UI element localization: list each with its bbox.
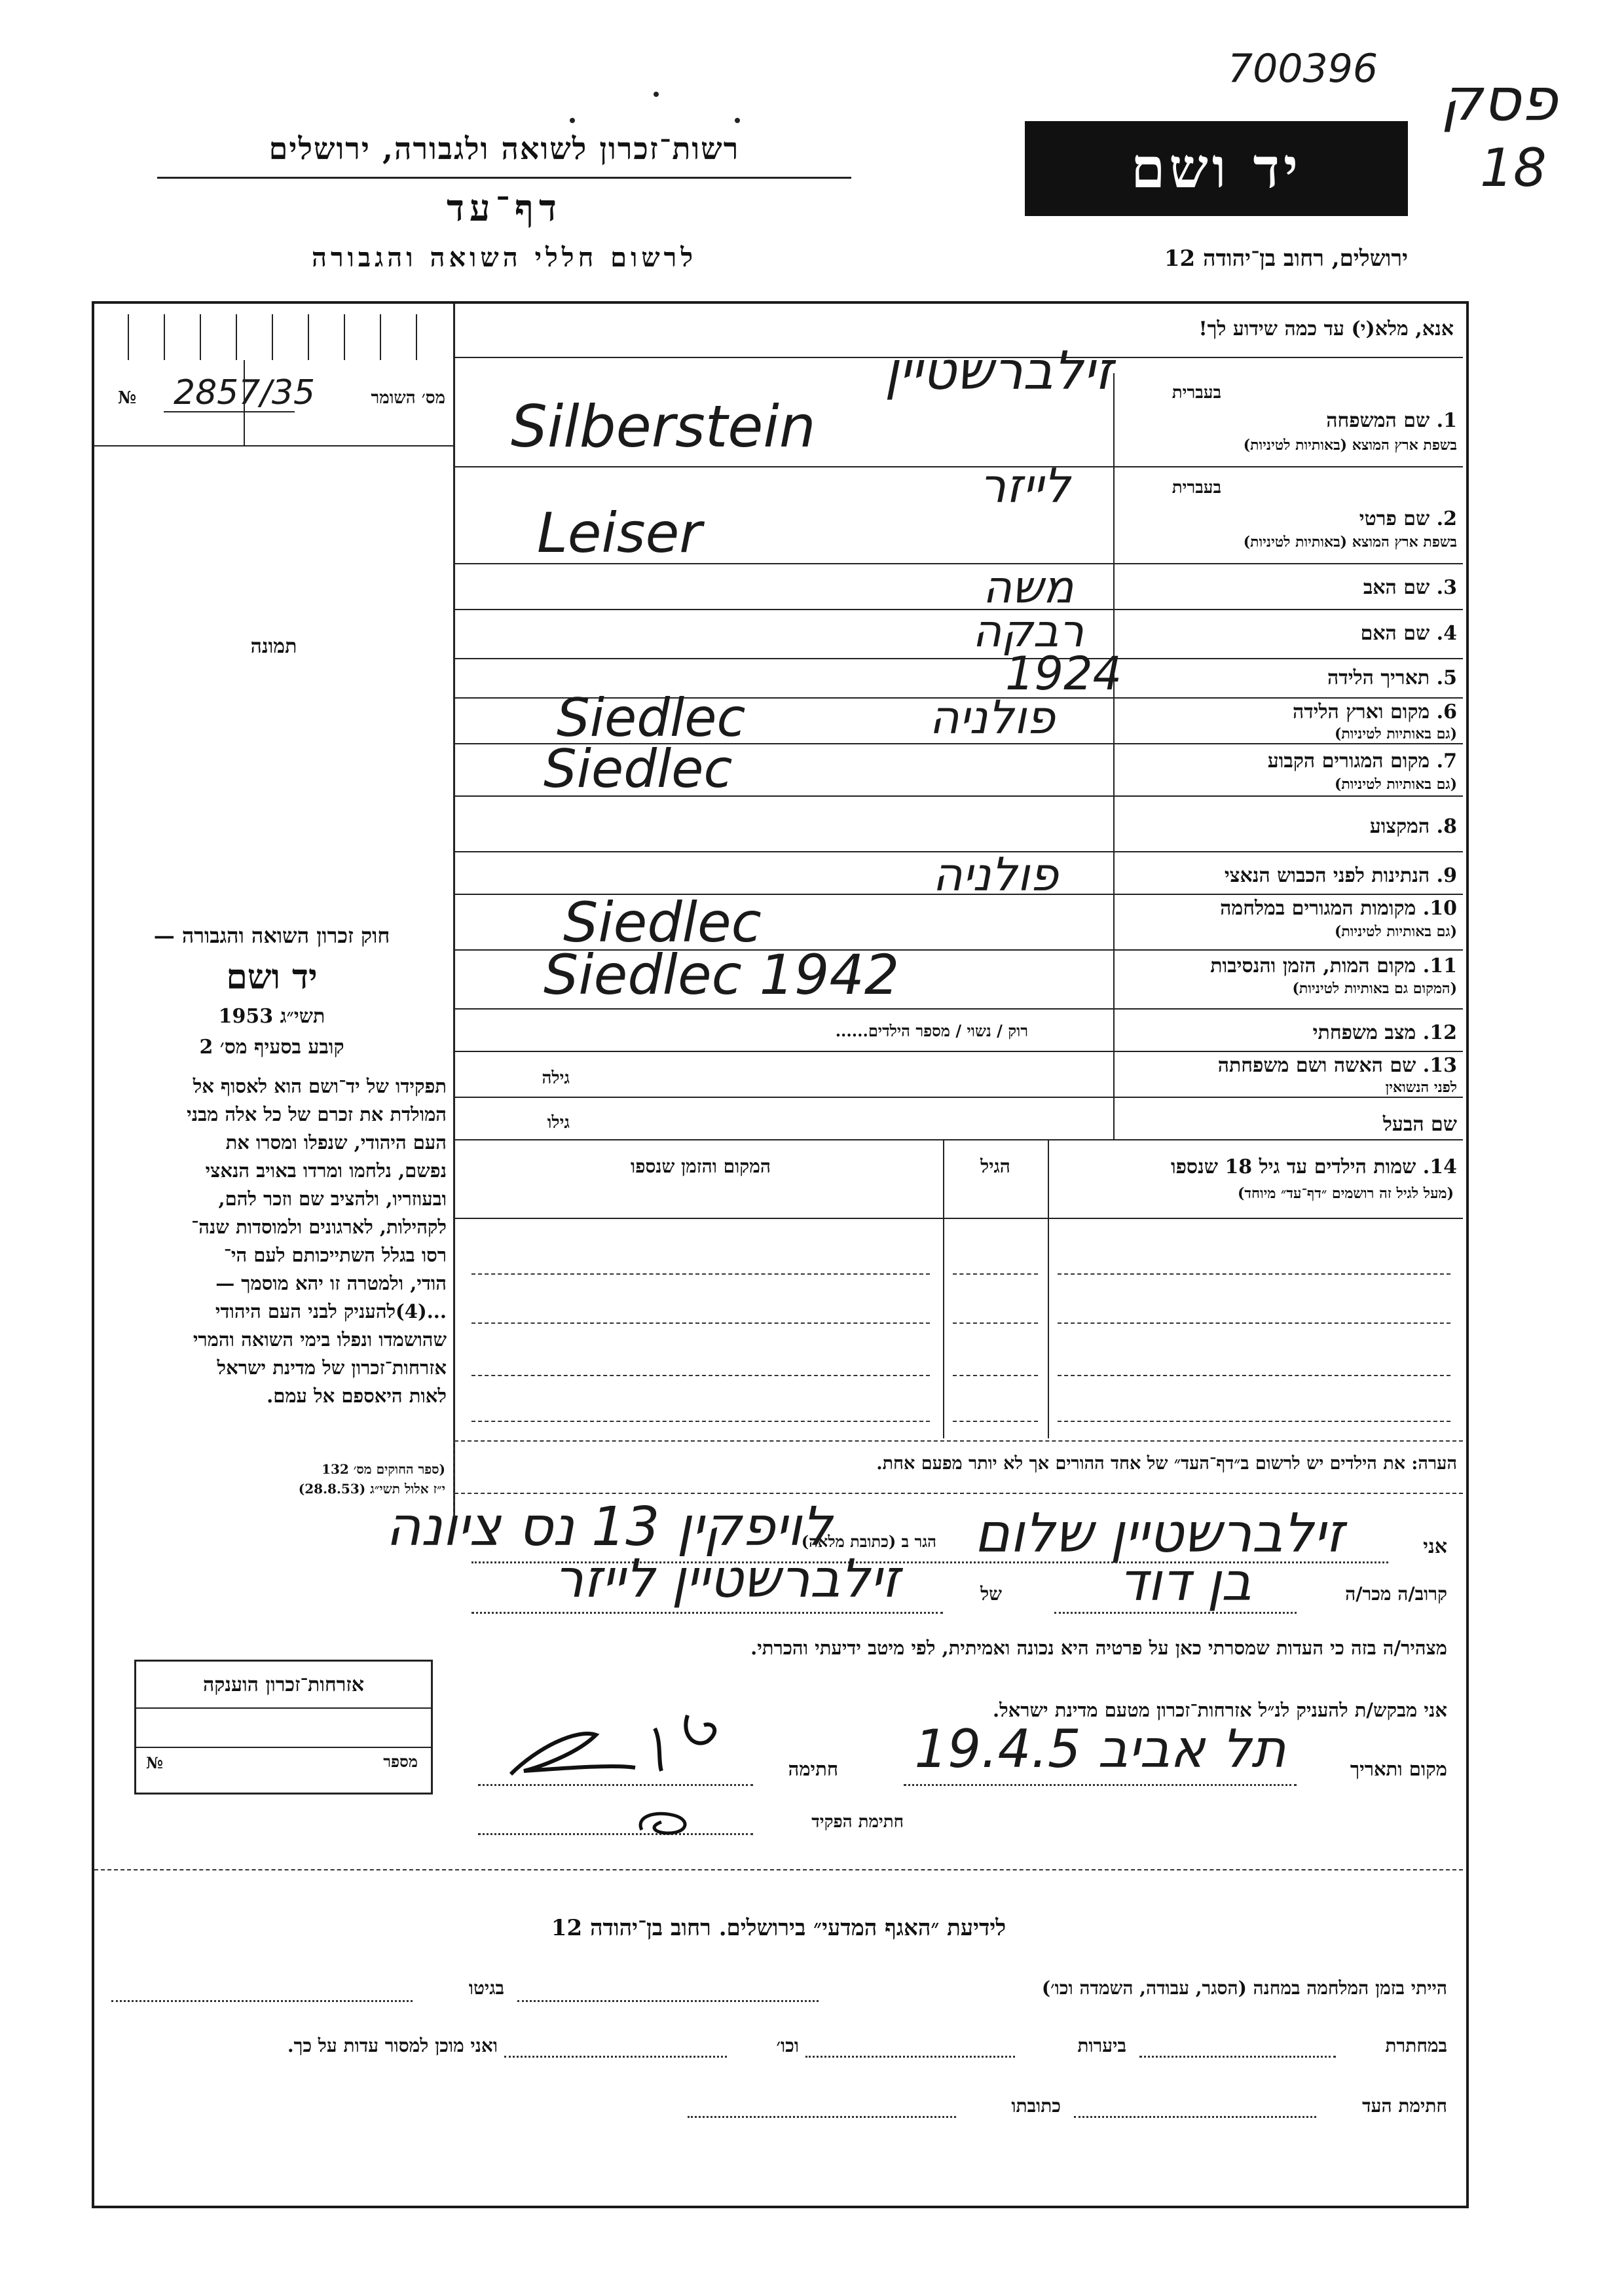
- field-number: 12.: [1422, 1021, 1457, 1044]
- declarant-address-value: לויפקין 13 נס ציונה: [386, 1496, 832, 1558]
- law-source-date: י״ז אלול תשי״ג (28.8.53): [298, 1481, 445, 1497]
- citizenship-granted-box: [134, 1660, 433, 1795]
- instructions: אנא, מלא(י) עד כמה שידוע לך!: [1198, 318, 1454, 340]
- children-age-header: הגיל: [980, 1156, 1010, 1177]
- wife-age-label: גילה: [542, 1068, 570, 1088]
- box-number-prefix: №: [146, 1753, 164, 1772]
- field-label-text: תאריך הלידה: [1327, 666, 1430, 689]
- husband-age-label: גילו: [547, 1113, 570, 1133]
- field-number: 11.: [1422, 955, 1457, 977]
- law-text-line: לאות היאספם אל עמם.: [267, 1385, 447, 1407]
- law-text-line: ובעוזריו, ולהציב שם וזכר להם,: [218, 1188, 447, 1210]
- child-age-line[interactable]: [953, 1375, 1038, 1376]
- signature-label: חתימה: [788, 1758, 838, 1780]
- photo-label: תמונה: [250, 635, 297, 658]
- footer-witness-signature: חתימת העד: [1362, 2095, 1447, 2117]
- child-name-line[interactable]: [1058, 1322, 1450, 1324]
- record-number-prefix: №: [118, 388, 137, 408]
- law-text-line: רסו בגלל השתייכותם לעם הי־: [223, 1244, 447, 1266]
- field-label-text: שם האב: [1363, 576, 1430, 599]
- field-sub: (גם באותיות לטיניות): [1334, 923, 1457, 940]
- child-row-line[interactable]: [471, 1375, 930, 1376]
- field-rule: [454, 1097, 1463, 1098]
- form-title: דף־עד: [446, 187, 562, 230]
- relation-label: קרוב/ה מכר/ה: [1345, 1583, 1447, 1605]
- stamp-number: 700396: [1228, 46, 1378, 92]
- declarant-name-value: זילברשטיין שלום: [974, 1503, 1344, 1565]
- dot-mark: [570, 118, 575, 123]
- field-number: 1.: [1436, 409, 1457, 432]
- field-label-wartime-residence: [1126, 897, 1457, 920]
- surname-latin-value: Silberstein: [511, 393, 816, 460]
- officer-signature-line[interactable]: [478, 1833, 753, 1835]
- field-label-birthdate: [1126, 666, 1457, 689]
- firstname-latin-value: Leiser: [537, 501, 702, 565]
- children-note: הערה: את הילדים יש לרשום ב״דף־העד״ של אחד ההורים אך לא יותר מפעם אחת.: [876, 1453, 1457, 1474]
- birthplace-latin-value: Siedlec: [557, 687, 746, 748]
- field-sub: לפני הנשואין: [1385, 1079, 1457, 1096]
- request-text: אני מבקש/ת להעניק לנ״ל אזרחות־זכרון מטעם מדינת ישראל.: [993, 1699, 1447, 1721]
- field-label-text: מקום וארץ הלידה: [1292, 701, 1430, 723]
- field-label-husband: שם הבעל: [1382, 1113, 1457, 1136]
- field-number: 10.: [1422, 897, 1457, 920]
- marital-options: רוק / נשוי / מספר הילדים......: [835, 1021, 1028, 1040]
- child-name-line[interactable]: [1058, 1273, 1450, 1275]
- corner-note-number: 18: [1480, 137, 1547, 198]
- record-rule: [94, 445, 453, 446]
- field-label-mother: [1126, 622, 1457, 645]
- field-rule: [454, 1008, 1463, 1010]
- field-label-firstname: [1126, 507, 1457, 530]
- field-label-text: הנתינות לפני הכבוש הנאצי: [1224, 864, 1430, 887]
- law-text-line: לקהילות, לארגונים ולמוסדות שנה־: [191, 1216, 447, 1238]
- field-number: 2.: [1436, 507, 1457, 530]
- box-number-label: מספר: [383, 1752, 418, 1771]
- of-line[interactable]: [471, 1612, 943, 1614]
- field-sub: (גם באותיות לטיניות): [1334, 725, 1457, 742]
- child-name-line[interactable]: [1058, 1421, 1450, 1422]
- of-value: זילברשטיין לייזר: [553, 1548, 900, 1609]
- place-date-label: מקום ותאריך: [1350, 1758, 1447, 1780]
- law-title: חוק זכרון השואה והגבורה —: [153, 923, 390, 948]
- field-sub: בשפת ארץ המוצא (באותיות לטיניות): [1243, 437, 1457, 454]
- dot-mark: [735, 118, 740, 123]
- field-label-birthplace: [1126, 701, 1457, 723]
- citizenship-value: פולניה: [932, 848, 1058, 902]
- children-col-divider: [1048, 1140, 1049, 1438]
- field-rule: [454, 1051, 1463, 1052]
- corner-note: פסק: [1441, 65, 1558, 134]
- field-number: 14.: [1422, 1156, 1457, 1178]
- law-section: קובע בסעיף מס׳ 2: [199, 1036, 344, 1059]
- field-number: 4.: [1436, 622, 1457, 645]
- law-source: (ספר החוקים מס׳ 132: [322, 1461, 445, 1477]
- field-label-text: מצב משפחתי: [1312, 1021, 1416, 1044]
- child-age-line[interactable]: [953, 1421, 1038, 1422]
- law-text-line: העם היהודי, שנפלו ומסרו את: [225, 1131, 447, 1154]
- field-number: 8.: [1436, 815, 1457, 838]
- hebrew-tag: בעברית: [1172, 383, 1221, 403]
- field-label-father: [1126, 576, 1457, 599]
- field-sub: בשפת ארץ המוצא (באותיות לטיניות): [1243, 534, 1457, 551]
- field-sub: (גם באותיות לטיניות): [1334, 776, 1457, 793]
- yad-vashem-logo: [1025, 121, 1408, 216]
- form-subtitle: לרשום חללי השואה והגבורה: [311, 242, 697, 273]
- field-label-wife: [1126, 1054, 1457, 1077]
- field-sub: (המקום גם באותיות לטיניות): [1292, 980, 1457, 997]
- field-number: 6.: [1436, 701, 1457, 723]
- firstname-hebrew-value: לייזר: [979, 458, 1071, 513]
- death-value: Siedlec 1942: [544, 943, 900, 1007]
- children-header-rule: [454, 1218, 1463, 1219]
- law-text-line: אזרחות־זכרון של מדינת ישראל: [217, 1357, 447, 1379]
- field-label-text: שם האם: [1360, 622, 1430, 645]
- declarant-name-label: אני: [1423, 1535, 1447, 1558]
- authority-name: רשות־זכרון לשואה ולגבורה, ירושלים: [268, 131, 740, 166]
- field-label-profession: [1126, 815, 1457, 838]
- field-label-text: מקום המות, הזמן והנסיבות: [1210, 955, 1416, 977]
- residence-value: Siedlec: [544, 738, 733, 799]
- footer-ghetto: בגיטו: [468, 1977, 504, 1999]
- field-rule: [454, 1139, 1463, 1140]
- law-text: [98, 1072, 447, 1410]
- forests-line[interactable]: [805, 2056, 1015, 2058]
- footer-etc: וכו׳: [776, 2035, 799, 2056]
- footer-separator: [94, 1869, 1463, 1870]
- field-label-text: מקומות המגורים במלחמה: [1220, 897, 1416, 920]
- header-address: ירושלים, רחוב בן־יהודה 12: [1164, 246, 1408, 272]
- footer-line1-start: הייתי בזמן המלחמה במחנה (הסגר, עבודה, השמדה וכו׳): [1041, 1977, 1447, 1999]
- declarant-address-label: הגר ב (כתובת מלאה): [801, 1532, 936, 1551]
- field-number: 3.: [1436, 576, 1457, 599]
- father-value: משה: [982, 562, 1074, 613]
- field-label-surname: [1126, 409, 1457, 432]
- law-text-line: ...(4)להעניק לבני העם היהודי: [215, 1300, 447, 1322]
- field-label-text: שמות הילדים עד גיל 18 שנספו: [1170, 1156, 1416, 1178]
- field-number: 9.: [1436, 864, 1457, 887]
- field-label-text: מקום המגורים הקבוע: [1267, 750, 1430, 773]
- footer-witness-address: כתובתו: [1011, 2095, 1061, 2117]
- logo-text: יד ושם: [1130, 136, 1302, 200]
- record-number: 2857/35: [174, 373, 316, 412]
- law-text-line: תפקידו של יד־ושם הוא לאסוף אל: [193, 1075, 447, 1097]
- law-text-line: הודי, ולמטרה זו יהא מוסמך —: [215, 1272, 447, 1294]
- note-rule: [454, 1493, 1463, 1494]
- field-number: 13.: [1422, 1054, 1457, 1077]
- child-row-line[interactable]: [471, 1421, 930, 1422]
- ghetto-line[interactable]: [111, 2000, 413, 2002]
- footer-forests: ביערות: [1077, 2035, 1126, 2056]
- field-number: 5.: [1436, 666, 1457, 689]
- child-age-line[interactable]: [953, 1322, 1038, 1324]
- children-label: [1048, 1156, 1457, 1178]
- field-label-residence: [1126, 750, 1457, 773]
- hebrew-tag: בעברית: [1172, 478, 1221, 498]
- record-number-line: [164, 411, 295, 412]
- field-rule: [454, 658, 1463, 659]
- law-name: יד ושם: [226, 957, 318, 997]
- left-column-divider: [453, 304, 455, 1522]
- field-label-text: שם פרטי: [1359, 507, 1430, 530]
- field-label-text: שם האשה ושם משפחתה: [1217, 1054, 1416, 1077]
- law-text-line: המולדת את זכרם של כל אלה מבני: [187, 1103, 447, 1125]
- wartime-residence-value: Siedlec: [563, 890, 762, 955]
- field-label-death: [1126, 955, 1457, 977]
- birthdate-value: 1924: [1005, 647, 1122, 701]
- child-age-line[interactable]: [953, 1273, 1038, 1275]
- children-sub: (מעל לגיל זה רושמים ״דף־עד״ מיוחד): [1237, 1185, 1454, 1202]
- record-number-label: מס׳ השומר: [371, 388, 445, 408]
- witness-address-line[interactable]: [688, 2116, 956, 2118]
- place-date-value: תל אביב 19.4.5: [914, 1719, 1286, 1779]
- law-year-hebrew: תשי״ג: [280, 1005, 325, 1028]
- relation-value: בן דוד: [1118, 1552, 1252, 1613]
- etc-line[interactable]: [504, 2056, 727, 2058]
- child-name-line[interactable]: [1058, 1375, 1450, 1376]
- child-row-line[interactable]: [471, 1322, 930, 1324]
- underground-line[interactable]: [1139, 2056, 1336, 2058]
- mother-value: רבקה: [972, 606, 1084, 657]
- law-year: [98, 1005, 445, 1028]
- children-place-header: המקום והזמן שנספו: [631, 1156, 771, 1177]
- witness-signature-line[interactable]: [1074, 2116, 1316, 2118]
- note-rule: [454, 1440, 1463, 1442]
- field-label-text: המקצוע: [1369, 815, 1430, 838]
- header-rule: [157, 177, 851, 179]
- child-row-line[interactable]: [471, 1273, 930, 1275]
- signature-scribble: [498, 1702, 747, 1787]
- law-text-line: נפשם, נלחמו ומרדו באויב הנאצי: [205, 1159, 447, 1182]
- declaration-text: מצהיר/ה בזה כי העדות שמסרתי כאן על פרטיה היא נכונה ואמיתית, לפי מיטב ידיעתי והכרתי.: [750, 1637, 1447, 1659]
- place-date-line[interactable]: [904, 1784, 1297, 1786]
- field-label-marital: [1126, 1021, 1457, 1044]
- surname-hebrew-value: זילברשטיין: [884, 340, 1113, 401]
- footer-underground: במחתרת: [1385, 2035, 1447, 2056]
- law-text-line: שהושמדו ונפלו בימי השואה והמרי: [193, 1328, 447, 1351]
- children-col-divider: [943, 1140, 944, 1438]
- box-title: אזרחות־זכרון הוענקה: [202, 1673, 365, 1696]
- birthplace-hebrew-value: פולניה: [929, 691, 1055, 744]
- of-label: של: [980, 1583, 1002, 1605]
- camp-line[interactable]: [517, 2000, 819, 2002]
- law-year-number: 1953: [218, 1005, 274, 1028]
- field-label-citizenship: [1126, 864, 1457, 887]
- footer-title: לידיעת ״האגף המדעי״ בירושלים. רחוב בן־יהודה 12: [551, 1915, 1006, 1941]
- officer-signature-label: חתימת הפקיד: [811, 1812, 904, 1832]
- record-number-boxes: [98, 308, 452, 360]
- field-label-text: שם המשפחה: [1326, 409, 1430, 432]
- officer-initials: [629, 1804, 707, 1843]
- field-number: 7.: [1436, 750, 1457, 773]
- relation-line[interactable]: [1054, 1612, 1297, 1614]
- record-divider: [244, 360, 245, 445]
- dot-mark: [654, 92, 659, 97]
- footer-willing: ואני מוכן למסור עדות על כך.: [287, 2035, 498, 2056]
